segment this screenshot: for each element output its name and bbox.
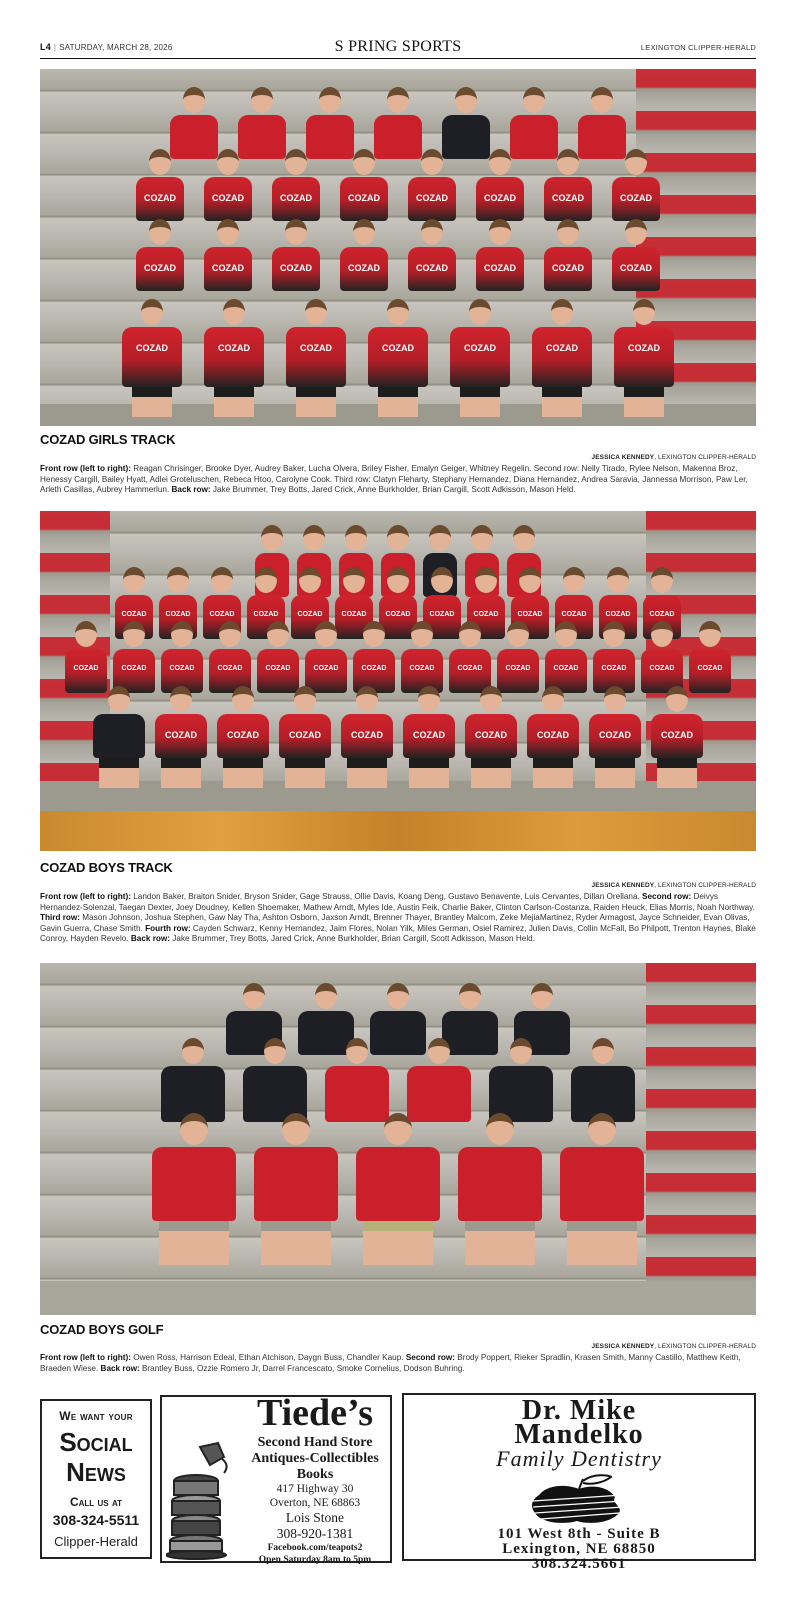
- social-news-ad: [40, 1399, 152, 1559]
- page-number: L4: [40, 42, 51, 52]
- ad-call-label: Call us at: [69, 1495, 123, 1509]
- issue-date: SATURDAY, MARCH 28, 2026: [59, 43, 173, 52]
- ad-dentist-phone: 308.324.5661: [531, 1556, 627, 1572]
- girls-track-caption: Front row (left to right): Reagan Chrisinger, Brooke Dyer, Audrey Baker, Lucha Olvera, Briley Fisher, Emalyn Geiger, Whitney Regelin. Second row: Nelly Tirado, Rylee Nelson, Makenna Broz, Henessy Cargill, Bailey Hyatt, Adlei Groteluschen, Rebeca Htoo, Carolyne Cook. Third row: Clatyn Fleharty, Stephany Hernandez, Diana Hernandez, Andrea Saravia, Jannessa Morrison, Paw Ler, Arleth Casillas, Aubrey Hammerlun. Back row: Jake Brummer, Trey Botts, Jared Crick, Anne Burkholder, Brian Cargill, Scott Adkisson, Mason Held.: [40, 464, 748, 495]
- story-title-boys-golf: COZAD BOYS GOLF: [40, 1322, 164, 1337]
- paper-name: LEXINGTON CLIPPER-HERALD: [640, 43, 756, 52]
- masthead: [40, 38, 756, 58]
- boys-golf-photo: [40, 963, 756, 1315]
- page-info: L4 | SATURDAY, MARCH 28, 2026: [40, 42, 173, 52]
- dentist-ad: [402, 1393, 756, 1572]
- ad-dentist-subtitle: Family Dentistry: [496, 1446, 662, 1471]
- ad-dentist-name-2: Mandelko: [514, 1419, 644, 1450]
- story-title-boys-track: COZAD BOYS TRACK: [40, 860, 173, 875]
- section-title: S PRING SPORTS: [334, 38, 462, 55]
- photo-credit: JESSICA KENNEDY, LEXINGTON CLIPPER-HERALD: [591, 1343, 756, 1350]
- ad-dentist-name: Dr. Mike: [521, 1395, 637, 1426]
- boys-track-photo: COZAD COZAD COZAD COZAD COZAD COZAD COZAD COZAD COZAD COZAD COZAD COZAD COZAD COZAD COZAD COZAD COZAD COZAD COZAD COZAD COZAD COZAD COZAD COZAD COZAD COZAD COZAD COZAD COZAD COZAD COZAD COZAD COZAD COZAD COZAD COZAD: [40, 511, 756, 851]
- ad-dentist-address: 101 West 8th - Suite B: [497, 1526, 661, 1542]
- ad-phone: 308-324-5511: [52, 1512, 140, 1528]
- photo-credit: JESSICA KENNEDY, LEXINGTON CLIPPER-HERALD: [591, 454, 756, 461]
- ad-headline-social: Social: [59, 1427, 133, 1457]
- girls-track-photo: COZAD COZAD COZAD COZAD COZAD COZAD COZAD COZAD COZAD COZAD COZAD COZAD COZAD COZAD COZAD COZAD COZAD COZAD COZAD COZAD COZAD COZAD COZAD: [40, 69, 756, 426]
- ad-headline: We want your: [59, 1409, 133, 1423]
- ad-brand-logo: Clipper-Herald: [54, 1534, 138, 1549]
- boys-golf-caption: Front row (left to right): Owen Ross, Harrison Edeal, Ethan Atchison, Daygn Buss, Chandler Kaup. Second row: Brody Poppert, Rieker Spradlin, Krasen Smith, Manny Castillo, Matthew Keith, Braeden Wiese. Back row: Brantley Buss, Ozzie Romero Jr, Darrel Francescato, Smoke Cornelius, Dodson Buhring.: [40, 1353, 741, 1373]
- masthead-rule: [40, 58, 756, 59]
- story-title-girls-track: COZAD GIRLS TRACK: [40, 432, 176, 447]
- tiedes-ad: Tiede’s Second Hand Store Antiques-Collectibles Books 417 Highway 30 Overton, NE 68863 Lois Stone 308-920-1381 Facebook.com/teapots2 Open Saturday 8am to 5pm: [160, 1395, 392, 1563]
- teacups-icon: [166, 1441, 246, 1561]
- ad-dentist-city: Lexington, NE 68850: [502, 1541, 656, 1557]
- boys-track-caption: Front row (left to right): Landon Baker, Braiton Snider, Bryson Snider, Gage Strauss, Ollie Davis, Koang Deng, Gustavo Benavente, Luis Cervantes, Dillan Orellana. Second row: Deivys Hernandez-Solenzal, Taegan Dexter, Joey Doudney, Kellen Shoemaker, Mathew Arndt, Myles Ide, Austin Feik, Charlie Baker, Clinton Carlson-Costanza, Raiden Heuck, Elias Morris, Noah Northway. Third row: Mason Johnson, Joshua Stephen, Gaw Nay Tha, Ashton Osborn, Jaxson Arndt, Brenner Thayer, Brantley Malcom, Zeke MejiaMartinez, Ryder Armagost, Jayce Schneider, Evan Olivas, Gavin Guerra, Chase Smith. Fourth row: Cayden Schwarz, Kenny Hernandez, Jaim Flores, Nolan Yilk, Miles German, Osiel Ramirez, Julien Davis, Collin McFall, Bo Philpott, Trenton Haynes, Blake Conroy, Hayden Revelo. Back row: Jake Brummer, Trey Botts, Jared Crick, Anne Burkholder, Brian Cargill, Scott Adkisson, Mason Held.: [40, 892, 756, 944]
- ad-headline-news: News: [66, 1457, 126, 1487]
- photo-credit: JESSICA KENNEDY, LEXINGTON CLIPPER-HERALD: [591, 882, 756, 889]
- ad-store-name: Tiede’s: [256, 1392, 374, 1434]
- apple-icon: [519, 1473, 639, 1527]
